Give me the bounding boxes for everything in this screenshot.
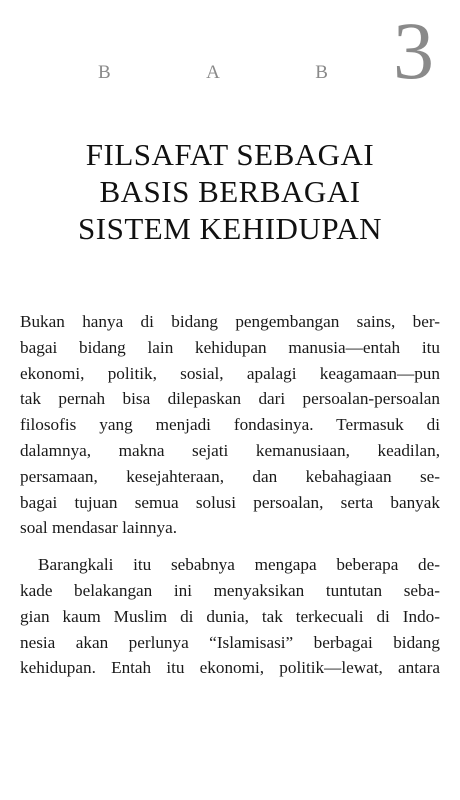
text-line: dalamnya, makna sejati kemanusiaan, keadilan, (20, 440, 440, 460)
text-line: gian kaum Muslim di dunia, tak terkecuali di Indo- (20, 606, 440, 626)
chapter-title (0, 136, 460, 247)
text-line: bagai bidang lain kehidupan manusia—entah itu (20, 337, 440, 357)
chapter-letter: B (98, 62, 111, 83)
paragraph (20, 309, 440, 541)
text-line: kehidupan. Entah itu ekonomi, politik—lewat, antara (20, 658, 440, 678)
paragraph-spacer (20, 541, 440, 552)
text-line: soal mendasar lainnya. (20, 518, 178, 538)
chapter-title-line: SISTEM KEHIDUPAN (78, 211, 382, 246)
text-line: Barangkali itu sebabnya mengapa beberapa de- (38, 555, 440, 575)
chapter-title-line: BASIS BERBAGAI (99, 174, 361, 209)
body-text (20, 309, 440, 681)
text-line: persamaan, kesejahteraan, dan kebahagiaan se- (20, 466, 440, 486)
text-line: filosofis yang menjadi fondasinya. Termasuk di (20, 415, 440, 435)
text-line: kade belakangan ini menyaksikan tuntutan seba- (20, 580, 440, 600)
chapter-letter: B (315, 62, 328, 83)
chapter-number: 3 (393, 5, 434, 96)
chapter-label (98, 62, 328, 84)
text-line: tak pernah bisa dilepaskan dari persoalan-persoalan (20, 389, 440, 409)
text-line: ekonomi, politik, sosial, apalagi keagamaan—pun (20, 363, 440, 383)
chapter-title-line: FILSAFAT SEBAGAI (85, 137, 375, 172)
paragraph (20, 552, 440, 681)
chapter-letter: A (206, 62, 220, 83)
text-line: bagai tujuan semua solusi persoalan, serta banyak (20, 492, 440, 512)
text-line: nesia akan perlunya “Islamisasi” berbagai bidang (20, 632, 440, 652)
text-line: Bukan hanya di bidang pengembangan sains, ber- (20, 312, 440, 331)
